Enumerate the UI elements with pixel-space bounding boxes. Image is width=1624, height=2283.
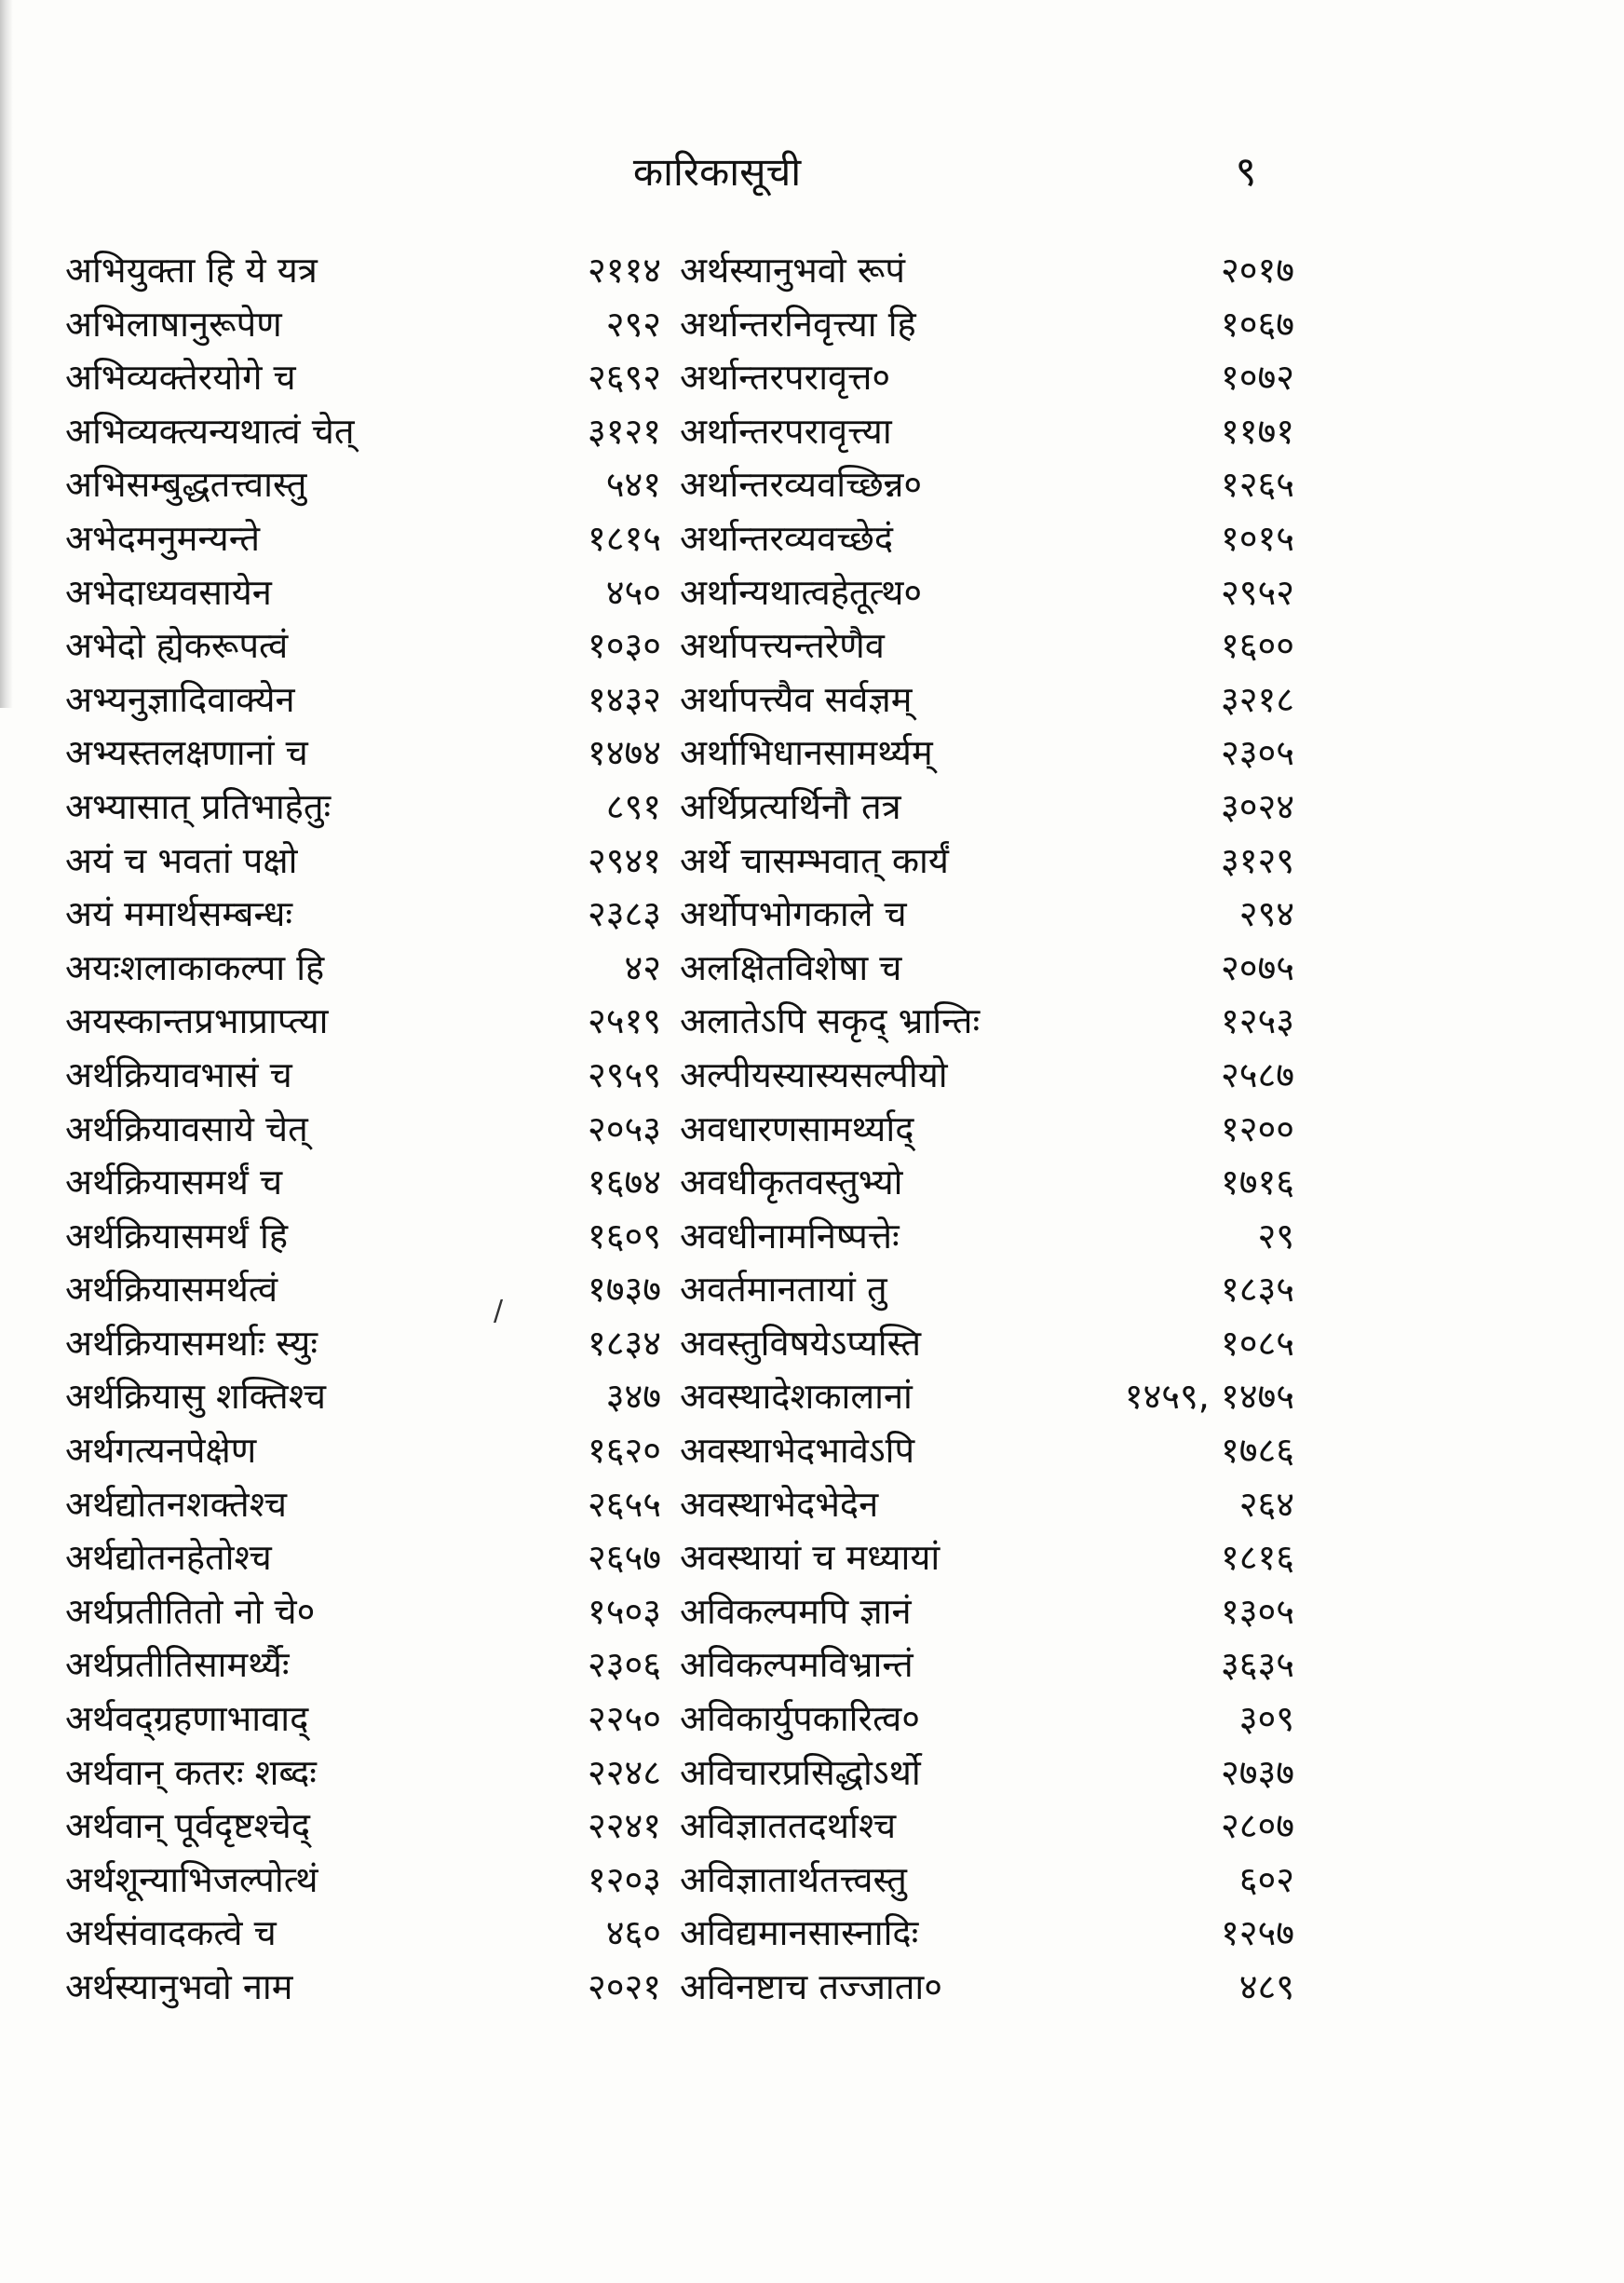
karika-text: अर्थक्रियासमर्थं च [65, 1162, 283, 1203]
karika-number: २५८७ [1220, 1053, 1294, 1095]
karika-number: ६०२ [1238, 1858, 1294, 1900]
karika-number: २३०५ [1220, 732, 1294, 774]
karika-number: १२६५ [1220, 464, 1294, 506]
karika-number: २७३७ [1220, 1751, 1294, 1793]
page-title: कारिकासूची [632, 149, 802, 195]
page-header [0, 140, 1624, 205]
karika-number: ३१२१ [587, 410, 661, 452]
karika-number: २६९२ [587, 357, 661, 399]
karika-text: अर्थसंवादकत्वे च [65, 1912, 277, 1954]
karika-text: अर्थप्रतीतिसामर्थ्यैः [65, 1644, 290, 1686]
karika-text: अर्थान्तरपरावृत्त्या [680, 410, 892, 452]
index-entry [65, 405, 661, 459]
karika-number: १६०० [1220, 625, 1294, 667]
karika-text: अवर्तमानतायां तु [680, 1269, 887, 1311]
index-entry [65, 619, 661, 673]
index-entry [65, 781, 661, 835]
karika-text: अर्थवान् पूर्वदृष्टश्चेद् [65, 1805, 310, 1847]
index-entry [680, 1478, 1294, 1532]
karika-number: २९२ [605, 303, 661, 345]
index-entry [680, 566, 1294, 620]
index-entry [65, 1370, 661, 1424]
index-entry [680, 942, 1294, 996]
karika-text: अर्थिप्रत्यर्थिनौ तत्र [680, 785, 901, 827]
index-entry [65, 673, 661, 727]
karika-number: २३८३ [587, 893, 661, 935]
index-entry [680, 888, 1294, 942]
index-entry [65, 1210, 661, 1264]
index-entry [65, 1854, 661, 1908]
karika-number: २६५५ [587, 1483, 661, 1525]
index-entry [65, 1638, 661, 1692]
karika-number: २६४ [1238, 1483, 1294, 1525]
karika-number: २०२१ [587, 1966, 661, 2007]
karika-text: अर्थान्यथात्वहेतूत्थ० [680, 571, 923, 613]
index-entry [680, 1692, 1294, 1746]
karika-text: अभियुक्ता हि ये यत्र [65, 250, 318, 291]
karika-text: अविज्ञाततदर्थाश्च [680, 1805, 897, 1847]
karika-number: १७१६ [1220, 1162, 1294, 1203]
karika-number: २८०७ [1220, 1805, 1294, 1847]
karika-text: अर्थाभिधानसामर्थ्यम् [680, 732, 933, 774]
karika-text: अर्थवद्ग्रहणाभावाद् [65, 1698, 309, 1740]
karika-text: अर्थे चासम्भवात् कार्यं [680, 839, 949, 881]
index-entry [680, 727, 1294, 781]
karika-number: १५०३ [587, 1590, 661, 1632]
karika-number: २९४१ [587, 839, 661, 881]
karika-text: अभ्यनुज्ञादिवाक्येन [65, 678, 295, 720]
karika-number: ४६० [605, 1912, 661, 1954]
index-entry [680, 781, 1294, 835]
karika-number: ४५० [605, 571, 661, 613]
index-entry [680, 405, 1294, 459]
karika-text: अविज्ञातार्थतत्त्वस्तु [680, 1858, 907, 1900]
karika-text: अभिलाषानुरूपेण [65, 303, 282, 345]
karika-number: २२४१ [587, 1805, 661, 1847]
karika-text: अभ्यासात् प्रतिभाहेतुः [65, 785, 332, 827]
karika-text: अर्थक्रियासु शक्तिश्च [65, 1376, 326, 1418]
index-entry [65, 512, 661, 566]
index-entry [65, 1478, 661, 1532]
index-entry [65, 351, 661, 405]
index-entry [65, 566, 661, 620]
karika-number: ३४७ [605, 1376, 661, 1418]
karika-number: ३२१८ [1220, 678, 1294, 720]
index-entry [680, 1156, 1294, 1210]
karika-text: अवस्तुविषयेऽप्यस्ति [680, 1322, 922, 1364]
karika-number: २९४ [1238, 893, 1294, 935]
karika-number: २०५३ [587, 1108, 661, 1149]
index-entry [680, 1103, 1294, 1157]
karika-text: अर्थक्रियासमर्थाः स्युः [65, 1322, 318, 1364]
karika-text: अविकार्युपकारित्व० [680, 1698, 921, 1740]
karika-number: १२५७ [1220, 1912, 1294, 1954]
karika-text: अर्थशून्याभिजल्पोत्थं [65, 1858, 318, 1900]
karika-number: २२५० [587, 1698, 661, 1740]
karika-text: अर्थक्रियावसाये चेत् [65, 1108, 308, 1149]
karika-text: अर्थद्योतनहेतोश्च [65, 1537, 272, 1579]
karika-text: अर्थोपभोगकाले च [680, 893, 907, 935]
karika-text: अविकल्पमविभ्रान्तं [680, 1644, 914, 1686]
karika-number: १२५३ [1220, 1000, 1294, 1042]
karika-number: ३०९ [1238, 1698, 1294, 1740]
karika-text: अयस्कान्तप्रभाप्राप्त्या [65, 1000, 329, 1042]
karika-text: अर्थान्तरनिवृत्त्या हि [680, 303, 916, 345]
karika-number: २९५९ [587, 1053, 661, 1095]
karika-number: १८३५ [1220, 1269, 1294, 1311]
index-entry [680, 298, 1294, 352]
index-entry [680, 1746, 1294, 1801]
index-entry [680, 1907, 1294, 1961]
karika-text: अवस्थायां च मध्यायां [680, 1537, 941, 1579]
index-entry [680, 1210, 1294, 1264]
karika-text: अभ्यस्तलक्षणानां च [65, 732, 308, 774]
karika-number: ११७१ [1220, 410, 1294, 452]
karika-number: १७८६ [1220, 1430, 1294, 1472]
karika-text: अयःशलाकाकल्पा हि [65, 946, 325, 988]
karika-number: १८१५ [587, 517, 661, 559]
index-entry [65, 1103, 661, 1157]
index-entry [680, 512, 1294, 566]
index-entry [680, 1961, 1294, 2015]
karika-number: १४५९, १४७५ [1124, 1376, 1294, 1418]
index-column-right [680, 244, 1294, 2181]
index-entry [65, 995, 661, 1049]
karika-number: १०६७ [1220, 303, 1294, 345]
karika-text: अविद्यमानसास्नादिः [680, 1912, 919, 1954]
index-entry [680, 1531, 1294, 1585]
index-entry [680, 1638, 1294, 1692]
karika-text: अभिव्यक्तेरयोगे च [65, 357, 296, 399]
karika-number: १३०५ [1220, 1590, 1294, 1632]
karika-number: ४२ [624, 946, 661, 988]
karika-number: ३०२४ [1220, 785, 1294, 827]
index-entry [65, 1692, 661, 1746]
karika-text: अयं ममार्थसम्बन्धः [65, 893, 293, 935]
index-entry [65, 1800, 661, 1854]
karika-text: अभेदो ह्येकरूपत्वं [65, 625, 289, 667]
index-entry [680, 619, 1294, 673]
index-entry [65, 458, 661, 512]
index-entry [680, 835, 1294, 889]
karika-number: ५४१ [605, 464, 661, 506]
karika-text: अर्थगत्यनपेक्षेण [65, 1430, 257, 1472]
karika-text: अल्पीयस्यास्यसल्पीयो [680, 1053, 948, 1095]
karika-text: अवधीनामनिष्पत्तेः [680, 1215, 900, 1257]
karika-text: अविचारप्रसिद्धोऽर्थो [680, 1751, 921, 1793]
karika-number: २२४८ [587, 1751, 661, 1793]
index-entry [65, 244, 661, 298]
karika-text: अभेदमनुमन्यन्ते [65, 517, 261, 559]
index-entry [680, 1370, 1294, 1424]
karika-number: १४७४ [587, 732, 661, 774]
karika-number: ३१२९ [1220, 839, 1294, 881]
karika-number: २११४ [587, 250, 661, 291]
karika-text: अर्थवान् कतरः शब्दः [65, 1751, 317, 1793]
karika-number: ४८९ [1238, 1966, 1294, 2007]
index-entry [65, 1961, 661, 2015]
index-entry [680, 1585, 1294, 1639]
karika-number: १०१५ [1220, 517, 1294, 559]
index-entry [65, 1263, 661, 1317]
index-entry [65, 1156, 661, 1210]
karika-text: अर्थापत्त्यन्तरेणैव [680, 625, 885, 667]
karika-number: १२०० [1220, 1108, 1294, 1149]
index-entry [680, 1854, 1294, 1908]
karika-text: अविनष्टाच तज्जाता० [680, 1966, 943, 2007]
karika-number: १०३० [587, 625, 661, 667]
index-entry [680, 1263, 1294, 1317]
karika-text: अर्थापत्त्यैव सर्वज्ञम् [680, 678, 913, 720]
karika-number: ८९१ [605, 785, 661, 827]
index-entry [680, 1049, 1294, 1103]
karika-text: अर्थक्रियावभासं च [65, 1053, 292, 1095]
karika-text: अवस्थादेशकालानां [680, 1376, 913, 1418]
index-entry [65, 298, 661, 352]
index-entry [680, 673, 1294, 727]
karika-number: १४३२ [587, 678, 661, 720]
karika-number: १६०९ [587, 1215, 661, 1257]
karika-text: अर्थान्तरव्यवच्छिन्न० [680, 464, 923, 506]
karika-text: अवस्थाभेदभेदेन [680, 1483, 879, 1525]
page-number: ९ [1235, 148, 1257, 196]
index-entry [65, 727, 661, 781]
index-entry [680, 1800, 1294, 1854]
karika-text: अलक्षितविशेषा च [680, 946, 902, 988]
index-entry [680, 458, 1294, 512]
karika-text: अर्थस्यानुभवो रूपं [680, 250, 905, 291]
karika-number: १०८५ [1220, 1322, 1294, 1364]
karika-text: अर्थस्यानुभवो नाम [65, 1966, 293, 2007]
karika-text: अवस्थाभेदभावेऽपि [680, 1430, 915, 1472]
karika-text: अविकल्पमपि ज्ञानं [680, 1590, 912, 1632]
karika-text: अर्थक्रियासमर्थं हि [65, 1215, 289, 1257]
index-entry [680, 1424, 1294, 1478]
karika-text: अलातेऽपि सकृद् भ्रान्तिः [680, 1000, 981, 1042]
karika-number: १७३७ [587, 1269, 661, 1311]
karika-number: ३६३५ [1220, 1644, 1294, 1686]
karika-number: २९ [1257, 1215, 1294, 1257]
stray-mark: / [494, 1295, 504, 1327]
karika-number: २०७५ [1220, 946, 1294, 988]
index-entry [680, 1317, 1294, 1371]
karika-number: २०१७ [1220, 250, 1294, 291]
karika-text: अवधारणसामर्थ्याद् [680, 1108, 914, 1149]
index-entry [65, 1424, 661, 1478]
index-entry [65, 1531, 661, 1585]
index-entry [65, 1049, 661, 1103]
karika-number: २६५७ [587, 1537, 661, 1579]
karika-number: १८३४ [587, 1322, 661, 1364]
karika-text: अर्थान्तरपरावृत्त० [680, 357, 891, 399]
karika-number: १८१६ [1220, 1537, 1294, 1579]
index-entry [680, 244, 1294, 298]
index-entry [65, 942, 661, 996]
karika-text: अभिव्यक्त्यन्यथात्वं चेत् [65, 410, 355, 452]
index-entry [65, 1746, 661, 1801]
karika-number: २३०६ [587, 1644, 661, 1686]
index-entry [65, 888, 661, 942]
karika-text: अभेदाध्यवसायेन [65, 571, 272, 613]
index-column-left [65, 244, 661, 2181]
karika-text: अर्थद्योतनशक्तेश्च [65, 1483, 287, 1525]
karika-text: अर्थक्रियासमर्थत्वं [65, 1269, 278, 1311]
karika-text: अवधीकृतवस्तुभ्यो [680, 1162, 903, 1203]
karika-text: अभिसम्बुद्धतत्त्वास्तु [65, 464, 307, 506]
index-entry [65, 1317, 661, 1371]
binding-edge-shadow [0, 0, 13, 708]
index-entry [65, 835, 661, 889]
index-entry [65, 1907, 661, 1961]
karika-text: अर्थान्तरव्यवच्छेदं [680, 517, 894, 559]
karika-text: अयं च भवतां पक्षो [65, 839, 298, 881]
index-entry [680, 995, 1294, 1049]
index-entry [680, 351, 1294, 405]
karika-number: १६२० [587, 1430, 661, 1472]
karika-number: १६७४ [587, 1162, 661, 1203]
karika-number: १२०३ [587, 1858, 661, 1900]
karika-text: अर्थप्रतीतितो नो चे० [65, 1590, 316, 1632]
index-entry [65, 1585, 661, 1639]
karika-number: १०७२ [1220, 357, 1294, 399]
karika-number: २५१९ [587, 1000, 661, 1042]
karika-number: २९५२ [1220, 571, 1294, 613]
